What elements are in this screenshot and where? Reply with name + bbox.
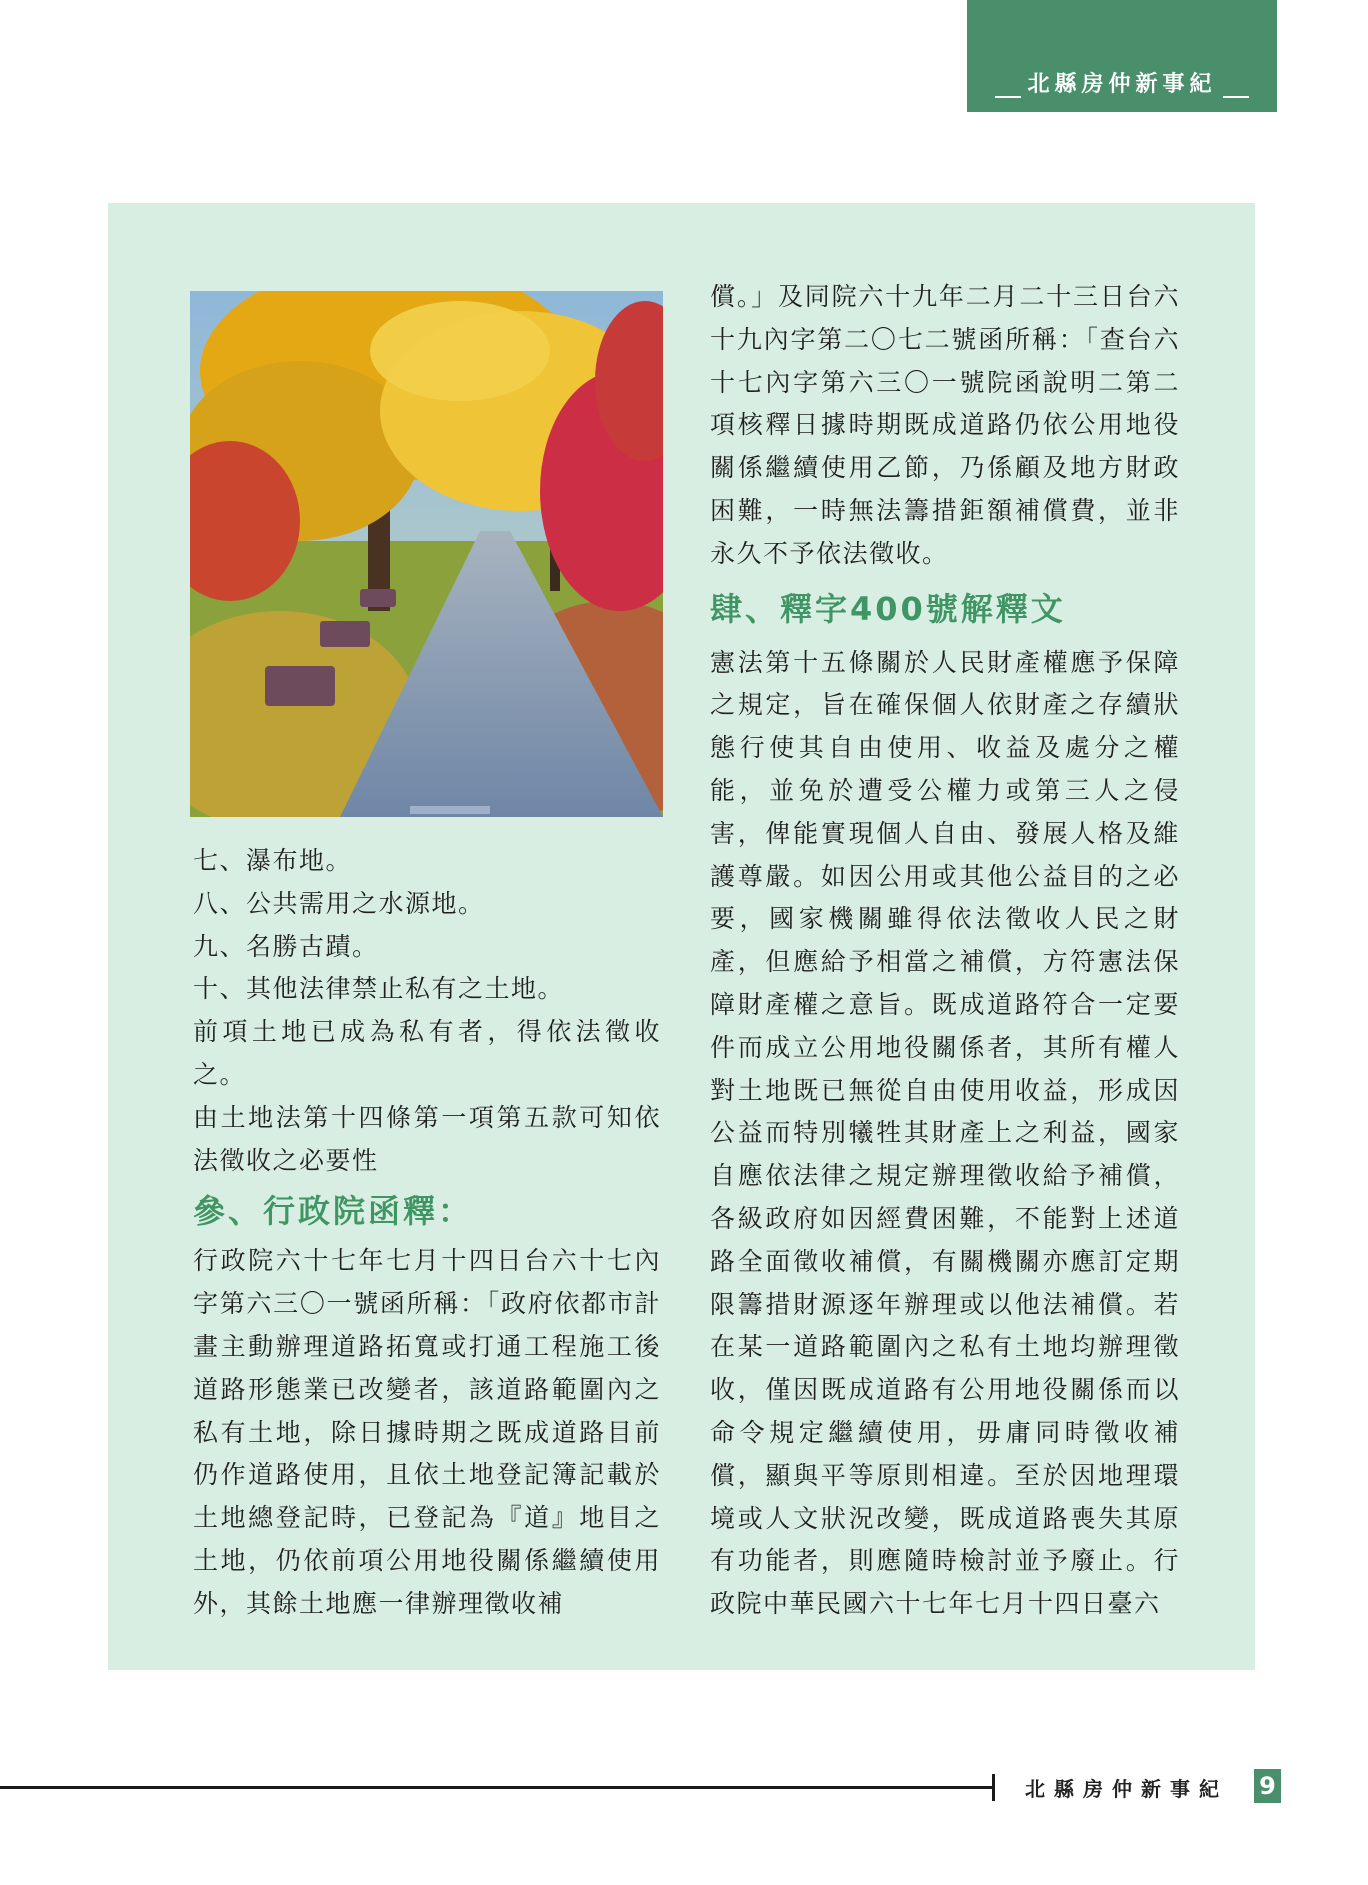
- autumn-park-photo: [190, 291, 663, 817]
- header-dash-left: [995, 96, 1021, 98]
- right-column: [710, 276, 1180, 1626]
- section-heading-3: 參、行政院函釋：: [193, 1192, 474, 1231]
- left-column: [193, 840, 661, 1626]
- page-number: 9: [1254, 1769, 1281, 1803]
- footer-rule: [0, 1786, 992, 1789]
- header-title: 北縣房仲新事紀: [1027, 72, 1217, 97]
- footer-title: 北縣房仲新事紀: [1025, 1777, 1228, 1801]
- list-item: 七、瀑布地。: [193, 846, 353, 875]
- paragraph: 憲法第十五條關於人民財產權應予保障之規定，旨在確保個人依財產之存續狀態行使其自由使用、收益及處分之權能，並免於遭受公權力或第三人之侵害，俾能實現個人自由、發展人格及維護尊嚴。如因公用或其他公益目的之必要，國家機關雖得依法徵收人民之財產，但應給予相當之補償，方符憲法保障財產權之意旨。既成道路符合一定要件而成立公用地役關係者，其所有權人對土地既已無從自由使用收益，形成因公益而特別犧牲其財產上之利益，國家自應依法律之規定辦理徵收給予補償，各級政府如因經費困難，不能對上述道路全面徵收補償，有關機關亦應訂定期限籌措財源逐年辦理或以他法補償。若在某一道路範圍內之私有土地均辦理徵收，僅因既成道路有公用地役關係而以命令規定繼續使用，毋庸同時徵收補償，顯與平等原則相違。至於因地理環境或人文狀況改變，既成道路喪失其原有功能者，則應隨時檢討並予廢止。行政院中華民國六十七年七月十四日臺六: [710, 647, 1180, 1619]
- list-item: 八、公共需用之水源地。: [193, 888, 485, 918]
- list-item: 前項土地已成為私有者，得依法徵收之。: [193, 1017, 661, 1089]
- paragraph: 償。」及同院六十九年二月二十三日台六十九內字第二〇七二號函所稱：「查台六十七內字第六三〇一號院函說明二第二項核釋日據時期既成道路仍依公用地役關係繼續使用乙節，乃係顧及地方財政困難，一時無法籌措鉅額補償費，並非永久不予依法徵收。: [710, 282, 1180, 568]
- list-item: 十、其他法律禁止私有之土地。: [193, 974, 565, 1004]
- list-item: 由土地法第十四條第一項第五款可知依法徵收之必要性: [193, 1102, 661, 1175]
- section-heading-4: 肆、釋字400號解釋文: [710, 589, 1066, 628]
- paragraph: 行政院六十七年七月十四日台六十七內字第六三〇一號函所稱：「政府依都市計畫主動辦理道路拓寬或打通工程施工後道路形態業已改變者，該道路範圍內之私有土地，除日據時期之既成道路目前仍作道路使用，且依土地登記簿記載於土地總登記時，已登記為『道』地目之土地，仍依前項公用地役關係繼續使用外，其餘土地應一律辦理徵收補: [193, 1246, 661, 1618]
- footer-tick: [992, 1774, 995, 1801]
- header-dash-right: [1223, 96, 1249, 98]
- header-tab: [967, 0, 1277, 112]
- list-item: 九、名勝古蹟。: [193, 931, 379, 961]
